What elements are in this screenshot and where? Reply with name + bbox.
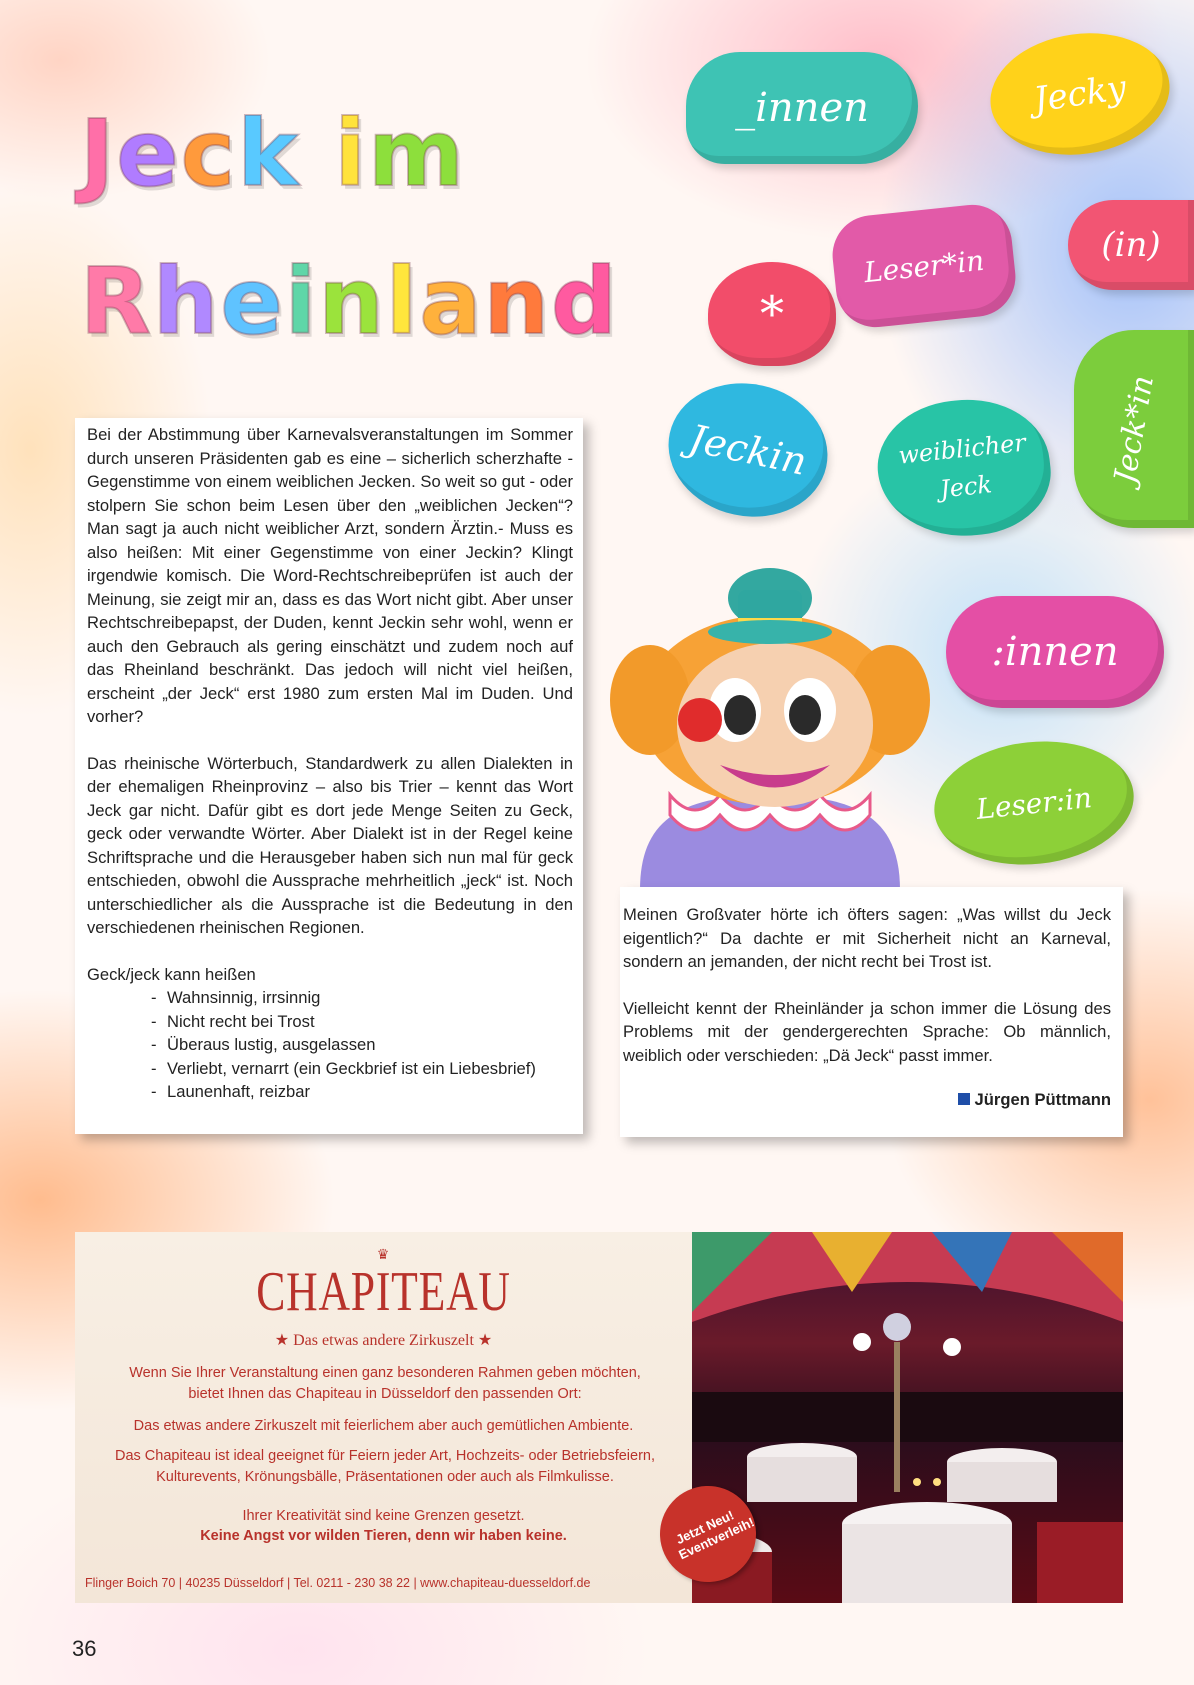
ad-line-1: Wenn Sie Ihrer Veranstaltung einen ganz besonderen Rahmen geben möchten, bietet Ihnen das Chapiteau in Düsseldorf den passenden Ort: xyxy=(129,1365,641,1402)
bubble-heart-star: * xyxy=(708,262,836,366)
bubble-innen: _innen xyxy=(686,52,918,164)
clown-illustration xyxy=(600,560,940,890)
bubble-weiblicher-jeck: weiblicher Jeck xyxy=(871,391,1056,544)
tent-interior-photo xyxy=(692,1232,1123,1603)
title-line-1 xyxy=(80,80,619,228)
title-letter: d xyxy=(550,248,619,355)
bubble-leser-stern: Leser*in xyxy=(829,201,1020,331)
bubble-jeckin: Jeckin xyxy=(656,369,840,531)
title-letter: c xyxy=(180,100,238,207)
title-letter: n xyxy=(318,248,386,355)
bubble-jeck-stern: Jeck*in xyxy=(1074,330,1194,528)
article-left-column xyxy=(75,418,583,1134)
title-letter: n xyxy=(483,248,551,355)
list-item: - Nicht recht bei Trost xyxy=(87,1010,573,1034)
title-line-2 xyxy=(80,228,619,376)
list-item: - Launenhaft, reizbar xyxy=(87,1080,573,1104)
article-paragraph-4: Vielleicht kennt der Rheinländer ja schon immer die Lösung des Problems mit der gendergerechten Sprache: Ob männlich, weiblich oder verschieden: „Dä Jeck“ passt immer. xyxy=(623,998,1111,1065)
title-letter: i xyxy=(284,248,319,355)
title-letter: l xyxy=(385,248,420,355)
title-letter: i xyxy=(334,100,368,207)
title-letter: e xyxy=(220,248,285,355)
bubble-leser-doppelpunkt: Leser:in xyxy=(928,732,1140,874)
badge-text: Jetzt Neu! Eventverleih! xyxy=(673,1507,757,1563)
title-letter: a xyxy=(419,248,484,355)
ad-tagline: ★ Das etwas andere Zirkuszelt ★ xyxy=(274,1332,493,1349)
article-paragraph-1: Bei der Abstimmung über Karnevalsveranstaltungen im Sommer durch unseren Präsidenten gab es eine – sicherlich scherzhafte - Gegenstimme von einem weiblichen Jecken. So weit so gut - oder stolpern Sie schon beim Lesen über den „weiblichen Jecken“? Man sagt ja auch nicht weiblicher Arzt, sondern Ärztin.- Muss es also heißen: Mit einer Gegenstimme von einer Jeckin? Klingt irgendwie komisch. Die Word-Rechtschreibeprüfen ist auch der Meinung, sie zeigt mir an, dass es das Wort nicht gibt. Aber unser Rechtschreibepapst, der Duden, kennt Jeckin sehr wohl, wenn er auch den Gebrauch als gering einschätzt und zudem noch auf das Rheinland beschränkt. Das jedoch will nicht viel heißen, erscheint „der Jeck“ erst 1980 zum ersten Mal im Duden. Und vorher? xyxy=(87,425,573,726)
author-line xyxy=(623,1088,1111,1112)
list-item: - Wahnsinnig, irrsinnig xyxy=(87,986,573,1010)
list-item: - Verliebt, vernarrt (ein Geckbrief ist ein Liebesbrief) xyxy=(87,1057,573,1081)
article-right-column xyxy=(620,887,1123,1137)
author-marker-icon xyxy=(958,1093,970,1105)
title-letter: k xyxy=(237,100,301,207)
article-paragraph-3: Meinen Großvater hörte ich öfters sagen: „Was willst du Jeck eigentlich?“ Da dachte er mit Sicherheit nicht an Karneval, sondern an jemanden, der nicht recht bei Trost ist. xyxy=(623,905,1111,971)
list-item: - Überaus lustig, ausgelassen xyxy=(87,1033,573,1057)
title-letter: h xyxy=(152,248,221,355)
ad-line-5: Keine Angst vor wilden Tieren, denn wir haben keine. xyxy=(200,1528,567,1544)
title-letter: e xyxy=(116,100,181,207)
title-letter: m xyxy=(367,100,466,207)
title-letter: R xyxy=(80,248,153,355)
chapiteau-advertisement xyxy=(75,1232,1123,1603)
bubble-innen-2: :innen xyxy=(946,596,1164,708)
ad-line-2: Das etwas andere Zirkuszelt mit feierlichem aber auch gemütlichen Ambiente. xyxy=(133,1418,634,1434)
list-intro: Geck/jeck kann heißen xyxy=(87,964,256,984)
tent-interior-image xyxy=(692,1232,1123,1603)
bubble-jecky: Jecky xyxy=(983,22,1178,166)
ad-line-4: Ihrer Kreativität sind keine Grenzen gesetzt. xyxy=(242,1508,525,1524)
ad-line-3: Das Chapiteau ist ideal geeignet für Feiern jeder Art, Hochzeits- oder Betriebsfeiern, Kulturevents, Krönungsbälle, Präsentationen oder auch als Filmkulisse. xyxy=(114,1448,655,1485)
ad-text-panel xyxy=(75,1232,692,1603)
author-name: Jürgen Püttmann xyxy=(974,1090,1111,1109)
page-title xyxy=(80,80,619,376)
brand-crown-icon: ♛ xyxy=(376,1246,390,1262)
article-paragraph-2: Das rheinische Wörterbuch, Standardwerk zu allen Dialekten in der ehemaligen Rheinprovinz – also bis Trier – kennt das Wort Jeck gar nicht. Dafür gibt es dort jede Menge Seiten zu Geck, geck oder verwandte Wörter. Aber Dialekt ist in der Regel keine Schriftsprache und die Herausgeber haben sich nun mal für geck entschieden, obwohl die Aussprache mehrheitlich „jeck“ ist. Noch unterschiedlicher als die Aussprache ist die Bedeutung in den verschiedenen rheinischen Regionen. xyxy=(87,753,573,937)
title-letter xyxy=(300,100,334,207)
meaning-list xyxy=(87,986,573,1104)
title-letter: J xyxy=(80,100,117,207)
bubble-in-klammer: (in) xyxy=(1068,200,1194,290)
page-number: 36 xyxy=(72,1636,97,1661)
ad-footer: Flinger Boich 70 | 40235 Düsseldorf | Tel. 0211 - 230 38 22 | www.chapiteau-duesseldorf.de xyxy=(85,1576,591,1590)
ad-brand: CHAPITEAU xyxy=(256,1261,511,1323)
